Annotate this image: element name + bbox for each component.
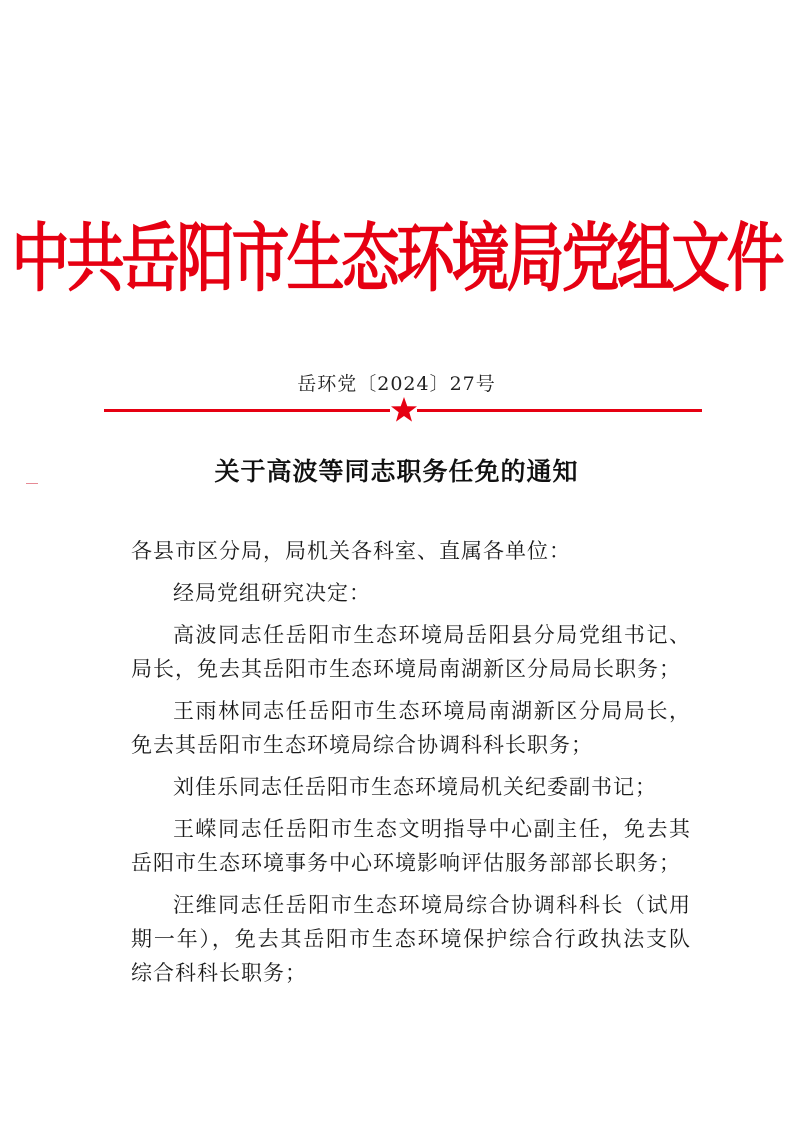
margin-mark — [26, 483, 38, 484]
body-paragraph: 刘佳乐同志任岳阳市生态环境局机关纪委副书记； — [173, 775, 657, 799]
notice-title: 关于高波等同志职务任免的通知 — [214, 457, 579, 486]
body-paragraph: 高波同志任岳阳市生态环境局岳阳县分局党组书记、局长，免去其岳阳市生态环境局南湖新区分局局长职务； — [131, 623, 691, 681]
document-header-title: 中共岳阳市生态环境局党组文件 — [11, 214, 782, 302]
body-paragraph: 汪维同志任岳阳市生态环境局综合协调科科长（试用期一年），免去其岳阳市生态环境保护综合行政执法支队综合科科长职务； — [131, 893, 691, 985]
salutation: 各县市区分局，局机关各科室、直属各单位： — [131, 539, 571, 563]
body-paragraph: 王雨林同志任岳阳市生态环境局南湖新区分局局长，免去其岳阳市生态环境局综合协调科科长职务； — [131, 699, 691, 757]
red-separator-right — [417, 409, 702, 412]
document-body — [131, 534, 691, 998]
red-separator-left — [104, 409, 390, 412]
document-number: 岳环党〔2024〕27号 — [297, 373, 496, 395]
body-paragraph: 王嵘同志任岳阳市生态文明指导中心副主任，免去其岳阳市生态环境事务中心环境影响评估服务部部长职务； — [131, 817, 691, 875]
body-paragraph: 经局党组研究决定： — [173, 581, 371, 605]
red-star-icon — [390, 396, 418, 424]
